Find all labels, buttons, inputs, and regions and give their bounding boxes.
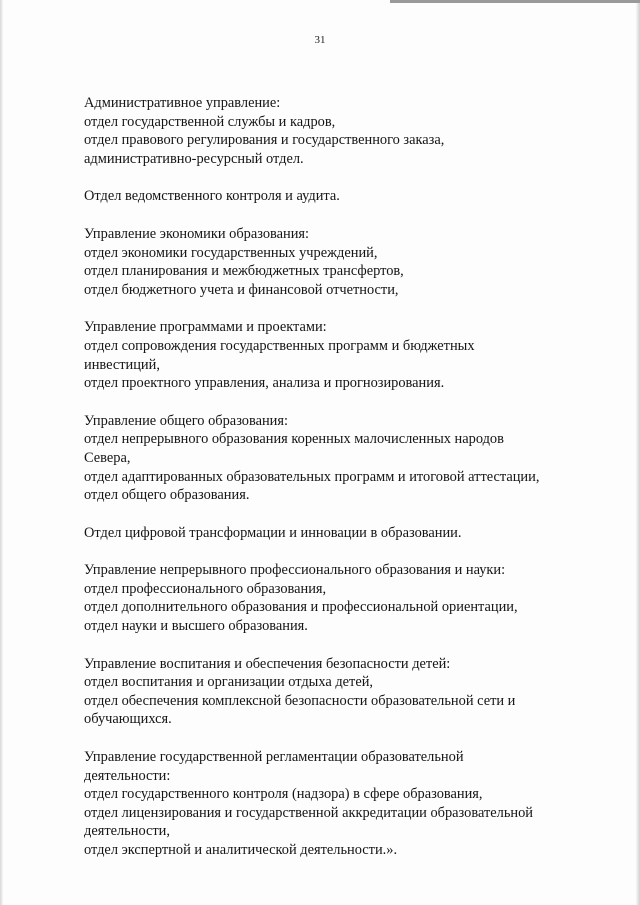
text-line: отдел дополнительного образования и профессиональной ориентации, (84, 599, 518, 616)
text-line: отдел планирования и межбюджетных трансфертов, (84, 263, 404, 280)
text-section (84, 318, 574, 392)
text-line: инвестиций, (84, 356, 160, 373)
text-line: отдел непрерывного образования коренных малочисленных народов (84, 431, 504, 448)
text-line: Отдел цифровой трансформации и инновации в образовании. (84, 524, 462, 541)
text-line: Отдел ведомственного контроля и аудита. (84, 188, 340, 205)
text-line: отдел экспертной и аналитической деятельности.». (84, 842, 398, 858)
text-line: отдел проектного управления, анализа и прогнозирования. (84, 375, 445, 392)
text-line: Управление воспитания и обеспечения безопасности детей: (84, 655, 451, 672)
text-line: отдел государственной службы и кадров, (84, 113, 336, 130)
text-section (84, 412, 574, 505)
text-section (84, 94, 574, 168)
text-section (84, 524, 574, 543)
text-line: Севера, (84, 449, 131, 466)
text-line: отдел лицензирования и государственной аккредитации образовательной (84, 804, 533, 821)
text-section (84, 655, 574, 729)
text-line: отдел сопровождения государственных программ и бюджетных (84, 337, 475, 354)
text-line: обучающихся. (84, 711, 172, 728)
text-line: административно-ресурсный отдел. (84, 150, 304, 167)
text-line: Управление непрерывного профессионального образования и науки: (84, 562, 506, 579)
page-number: 31 (314, 34, 326, 46)
text-line: отдел обеспечения комплексной безопасности образовательной сети и (84, 692, 516, 709)
text-section (84, 561, 574, 635)
text-line: Управление общего образования: (84, 412, 288, 429)
text-line: деятельности: (84, 767, 171, 784)
text-line: Управление программами и проектами: (84, 319, 327, 336)
text-line: Управление экономики образования: (84, 225, 310, 242)
text-line: отдел государственного контроля (надзора) в сфере образования, (84, 786, 483, 803)
scan-top-rule (390, 0, 640, 3)
text-line: отдел экономики государственных учреждений, (84, 244, 378, 261)
text-line: деятельности, (84, 823, 170, 840)
text-line: отдел воспитания и организации отдыха детей, (84, 674, 374, 691)
text-section (84, 225, 574, 299)
document-body (84, 94, 574, 879)
text-section (84, 187, 574, 206)
text-line: отдел профессионального образования, (84, 580, 327, 597)
text-section (84, 748, 574, 860)
scan-edge-left (0, 0, 3, 905)
text-line: Управление государственной регламентации образовательной (84, 749, 464, 766)
text-line: отдел общего образования. (84, 487, 250, 504)
text-line: отдел адаптированных образовательных программ и итоговой аттестации, (84, 468, 540, 485)
scan-edge-right (636, 0, 640, 905)
text-line: отдел науки и высшего образования. (84, 618, 308, 635)
text-line: Административное управление: (84, 95, 281, 111)
text-line: отдел правового регулирования и государственного заказа, (84, 132, 445, 149)
text-line: отдел бюджетного учета и финансовой отчетности, (84, 281, 399, 298)
